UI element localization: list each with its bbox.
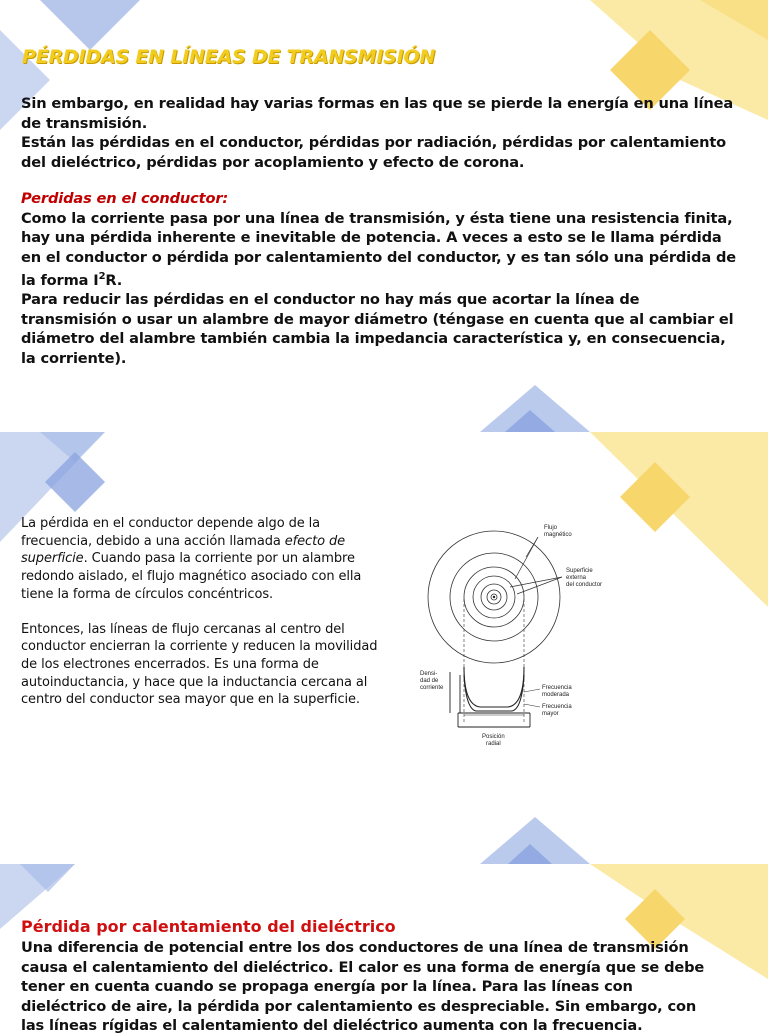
- slide-conductor-losses: [0, 0, 768, 432]
- skin-effect-term: efecto de superficie: [21, 533, 346, 567]
- figure-label-moderate: Frecuencia moderada: [542, 685, 572, 698]
- exponent: 2: [98, 271, 106, 282]
- dielectric-paragraph: Una diferencia de potencial entre los dos conductores de una línea de transmisión causa el calentamiento del dieléctrico. El calor es una forma de energía que se debe tener en cuenta cuando se propaga energía por la línea. Para las líneas con dieléctrico de aire, la pérdida por calentamiento es despreciable. Sin embargo, con las líneas rígidas el calentamiento del dieléctrico aumenta con la frecuencia.: [21, 939, 705, 1034]
- page-title: PÉRDIDAS EN LÍNEAS DE TRANSMISIÓN: [22, 46, 436, 68]
- subheading-conductor-losses: Perdidas en el conductor:: [21, 190, 229, 207]
- intro-paragraph-1: Sin embargo, en realidad hay varias formas en las que se pierde la energía en una línea de transmisión.: [21, 95, 734, 132]
- figure-label-position: Posición radial: [482, 734, 505, 747]
- figure-label-density: Densi-dad de corriente: [420, 671, 444, 691]
- intro-paragraph-2: Están las pérdidas en el conductor, pérdidas por radiación, pérdidas por calentamiento del dieléctrico, pérdidas por acoplamiento y efecto de corona.: [21, 134, 727, 171]
- slide-skin-effect: [0, 432, 768, 864]
- flux-paragraph: Entonces, las líneas de flujo cercanas al centro del conductor encierran la corriente y reducen la movilidad de los electrones encerrados. Es una forma de autoinductancia, y hace que la inductancia cercana al centro del conductor sea mayor que en la superficie.: [21, 621, 378, 708]
- reduce-losses-paragraph: Para reducir las pérdidas en el conductor no hay más que acortar la línea de transmisión o usar un alambre de mayor diámetro (téngase en cuenta que al cambiar el diámetro del alambre también cambia la impedancia característica y, en consecuencia, la corriente).: [21, 291, 734, 367]
- skin-effect-paragraph: La pérdida en el conductor depende algo de la frecuencia, debido a una acción llamada efecto de superficie. Cuando pasa la corriente por un alambre redondo aislado, el flujo magnético asociado con ella tiene la forma de círculos concéntricos.: [21, 516, 362, 602]
- figure-label-higher: Frecuencia mayor: [542, 704, 572, 717]
- slide-dielectric-losses: [0, 864, 768, 1034]
- slide1-body: [21, 94, 736, 368]
- figure-label-surface: Superficie externa del conductor: [566, 568, 603, 588]
- skin-effect-diagram: [420, 517, 603, 772]
- conductor-loss-paragraph: Como la corriente pasa por una línea de transmisión, y ésta tiene una resistencia finita, hay una pérdida inherente e inevitable de potencia. A veces a esto se le llama pérdida en el conductor o pérdida por calentamiento del conductor, y es tan sólo una pérdida de la forma $I^2R$.: [21, 209, 736, 289]
- dielectric-heading: Pérdida por calentamiento del dieléctrico: [21, 917, 396, 936]
- slide2-body: [21, 515, 381, 709]
- figure-label-flux: Flujo magnético: [544, 525, 572, 538]
